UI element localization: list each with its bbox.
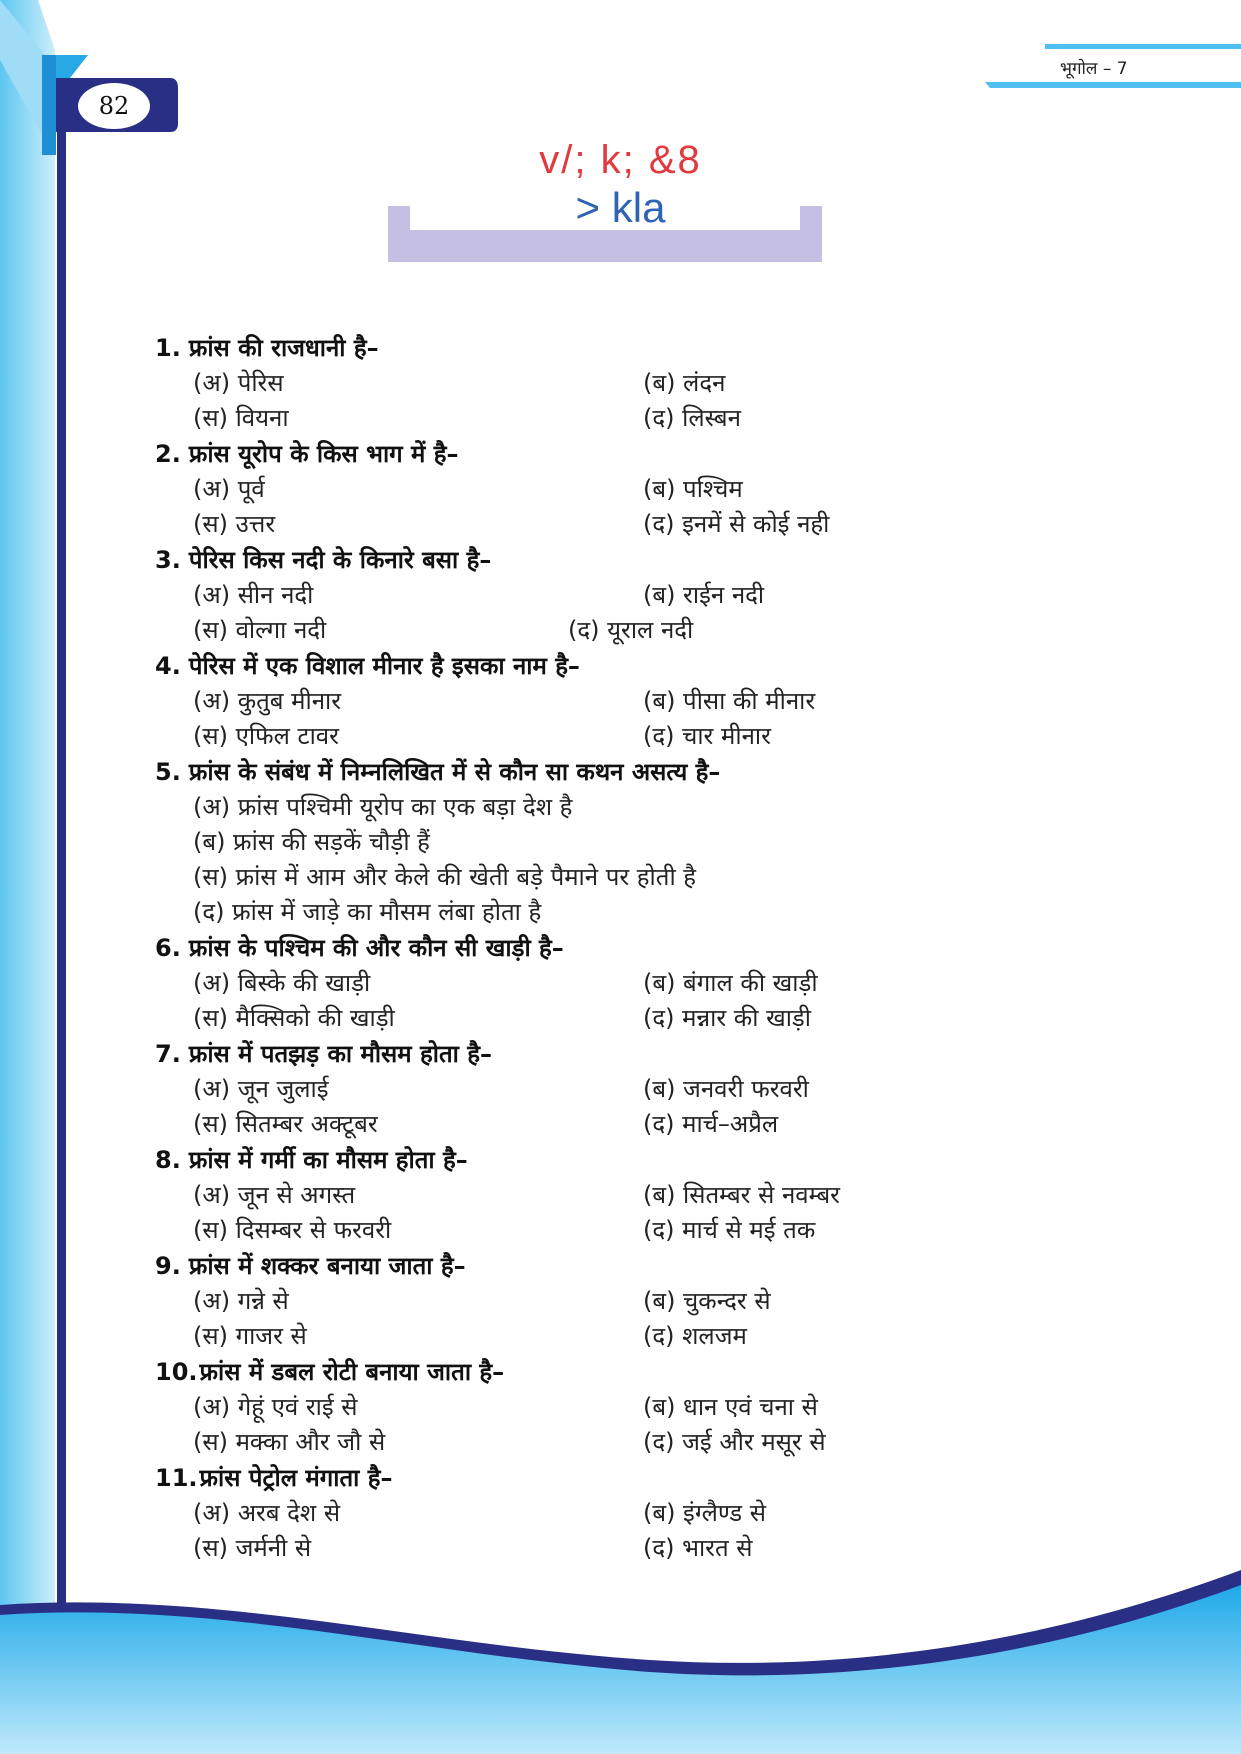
q5-option-c: (स) फ्रांस में आम और केले की खेती बड़े पैमाने पर होती है (193, 863, 697, 891)
page-number: 82 (78, 83, 150, 129)
question-3: 3. पेरिस किस नदी के किनारे बसा है– (155, 546, 492, 574)
q5-option-d: (द) फ्रांस में जाड़े का मौसम लंबा होता है (193, 898, 542, 926)
question-7: 7. फ्रांस में पतझड़ का मौसम होता है– (155, 1040, 492, 1068)
chapter-label: v/; k; &8 (539, 138, 702, 182)
q2-option-a: (अ) पूर्व (193, 475, 265, 503)
q10-option-d: (द) जई और मसूर से (643, 1428, 826, 1456)
q10-option-a: (अ) गेहूं एवं राई से (193, 1393, 358, 1421)
q9-option-b: (ब) चुकन्दर से (643, 1287, 771, 1315)
q11-option-c: (स) जर्मनी से (193, 1534, 312, 1562)
q3-option-b: (ब) राईन नदी (643, 581, 765, 609)
q2-option-b: (ब) पश्चिम (643, 475, 743, 503)
q1-option-b: (ब) लंदन (643, 369, 726, 397)
q3-option-d: (द) यूराल नदी (568, 616, 694, 644)
q4-option-d: (द) चार मीनार (643, 722, 771, 750)
q2-option-c: (स) उत्तर (193, 510, 276, 538)
q10-option-c: (स) मक्का और जौ से (193, 1428, 386, 1456)
q6-option-c: (स) मैक्सिको की खाड़ी (193, 1004, 395, 1032)
question-6: 6. फ्रांस के पश्चिम की और कौन सी खाड़ी है– (155, 934, 564, 962)
q7-option-d: (द) मार्च–अप्रैल (643, 1110, 779, 1138)
header-line-2 (985, 82, 1241, 88)
question-9: 9. फ्रांस में शक्कर बनाया जाता है– (155, 1252, 466, 1280)
question-8: 8. फ्रांस में गर्मी का मौसम होता है– (155, 1146, 468, 1174)
left-navy-bar (57, 55, 66, 1675)
question-10: 10.फ्रांस में डबल रोटी बनाया जाता है– (155, 1358, 505, 1386)
q4-option-b: (ब) पीसा की मीनार (643, 687, 816, 715)
q4-option-c: (स) एफिल टावर (193, 722, 339, 750)
q9-option-a: (अ) गन्ने से (193, 1287, 289, 1315)
question-1: 1. फ्रांस की राजधानी है– (155, 334, 379, 362)
subject-label: भूगोल – 7 (1060, 59, 1128, 79)
q11-option-d: (द) भारत से (643, 1534, 753, 1562)
q10-option-b: (ब) धान एवं चना से (643, 1393, 818, 1421)
q7-option-b: (ब) जनवरी फरवरी (643, 1075, 809, 1103)
q8-option-d: (द) मार्च से मई तक (643, 1216, 816, 1244)
q5-option-a: (अ) फ्रांस पश्चिमी यूरोप का एक बड़ा देश है (193, 793, 573, 821)
q6-option-a: (अ) बिस्के की खाड़ी (193, 969, 371, 997)
q11-option-a: (अ) अरब देश से (193, 1499, 341, 1527)
q8-option-c: (स) दिसम्बर से फरवरी (193, 1216, 392, 1244)
question-5: 5. फ्रांस के संबंध में निम्नलिखित में से कौन सा कथन असत्य है– (155, 758, 721, 786)
q1-option-d: (द) लिस्बन (643, 404, 741, 432)
chapter-title: > kla (575, 184, 666, 231)
q3-option-a: (अ) सीन नदी (193, 581, 314, 609)
q6-option-b: (ब) बंगाल की खाड़ी (643, 969, 818, 997)
left-gradient-band (0, 0, 55, 1754)
q8-option-a: (अ) जून से अगस्त (193, 1181, 356, 1209)
q6-option-d: (द) मन्नार की खाड़ी (643, 1004, 811, 1032)
q3-option-c: (स) वोल्गा नदी (193, 616, 327, 644)
question-2: 2. फ्रांस यूरोप के किस भाग में है– (155, 440, 459, 468)
q1-option-c: (स) वियना (193, 404, 289, 432)
q7-option-c: (स) सितम्बर अक्टूबर (193, 1110, 378, 1138)
q7-option-a: (अ) जून जुलाई (193, 1075, 329, 1103)
q9-option-c: (स) गाजर से (193, 1322, 307, 1350)
question-11: 11.फ्रांस पेट्रोल मंगाता है– (155, 1464, 393, 1492)
q9-option-d: (द) शलजम (643, 1322, 747, 1350)
q8-option-b: (ब) सितम्बर से नवम्बर (643, 1181, 840, 1209)
q5-option-b: (ब) फ्रांस की सड़कें चौड़ी हैं (193, 828, 430, 856)
q4-option-a: (अ) कुतुब मीनार (193, 687, 342, 715)
q2-option-d: (द) इनमें से कोई नही (643, 510, 830, 538)
header-line-1 (1045, 44, 1241, 49)
q1-option-a: (अ) पेरिस (193, 369, 284, 397)
question-4: 4. पेरिस में एक विशाल मीनार है इसका नाम है– (155, 652, 580, 680)
q11-option-b: (ब) इंग्लैण्ड से (643, 1499, 766, 1527)
